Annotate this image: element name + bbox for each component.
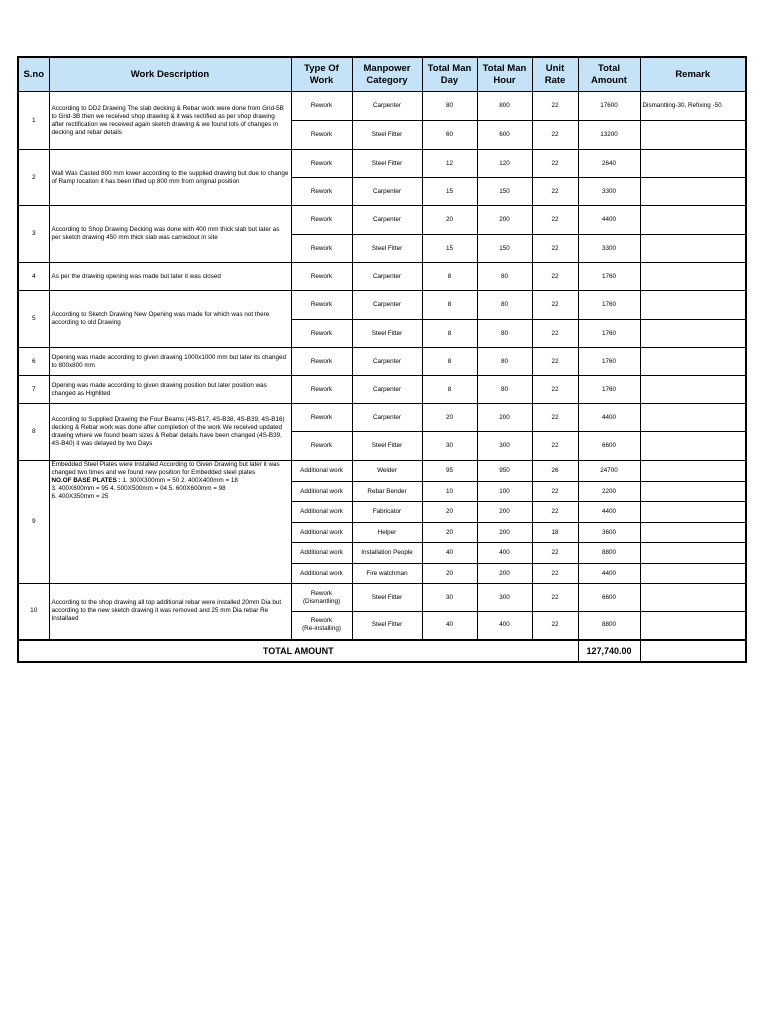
total-amount-cell: 8800	[578, 543, 640, 564]
total-man-hour-cell: 200	[477, 502, 532, 523]
serial-number-cell: 8	[18, 404, 49, 461]
manpower-category-cell: Carpenter	[352, 291, 422, 320]
manpower-category-cell: Carpenter	[352, 263, 422, 291]
serial-number-cell: 4	[18, 263, 49, 291]
serial-number-cell: 7	[18, 376, 49, 404]
manpower-category-cell: Carpenter	[352, 404, 422, 432]
manpower-category-cell: Fire watchman	[352, 564, 422, 584]
total-amount-cell: 4400	[578, 404, 640, 432]
header-manpower-category: Manpower Category	[352, 57, 422, 92]
type-of-work-cell: Rework	[291, 291, 352, 320]
serial-number-cell: 10	[18, 584, 49, 640]
manpower-category-cell: Fabricator	[352, 502, 422, 523]
type-of-work-cell: Rework	[291, 320, 352, 348]
type-of-work-cell: Additional work	[291, 461, 352, 482]
work-description-cell	[49, 461, 291, 584]
table-row	[18, 291, 746, 320]
total-man-day-cell: 20	[422, 564, 477, 584]
table-row	[18, 404, 746, 432]
total-amount-cell: 13200	[578, 121, 640, 150]
work-description-cell: According to Shop Drawing Decking was done with 400 mm thick slab but later as per sketch drawing 450 mm thick slab was carriedout in site	[49, 206, 291, 263]
work-description-cell: Wall Was Casted 800 mm lower according to the supplied drawing but due to change of Ramp location it has been lifted up 800 mm from original position	[49, 150, 291, 206]
total-man-hour-cell: 200	[477, 523, 532, 543]
unit-rate-cell: 22	[532, 348, 578, 376]
table-row	[18, 348, 746, 376]
total-man-hour-cell: 80	[477, 348, 532, 376]
total-amount-cell: 2640	[578, 150, 640, 178]
total-man-hour-cell: 200	[477, 404, 532, 432]
total-amount-cell: 8800	[578, 612, 640, 640]
type-of-work-cell: Rework	[291, 150, 352, 178]
unit-rate-cell: 22	[532, 376, 578, 404]
unit-rate-cell: 22	[532, 92, 578, 121]
type-of-work-cell: Rework (Dismantling)	[291, 584, 352, 612]
table-header	[18, 57, 746, 92]
type-of-work-cell: Rework	[291, 376, 352, 404]
total-man-hour-cell: 400	[477, 612, 532, 640]
manpower-category-cell: Steel Fitter	[352, 432, 422, 461]
unit-rate-cell: 22	[532, 543, 578, 564]
total-man-day-cell: 60	[422, 121, 477, 150]
work-description-cell: Opening was made according to given drawing 1000x1000 mm but later its changed to 800x800 mm	[49, 348, 291, 376]
total-amount-cell: 4400	[578, 206, 640, 235]
total-amount-cell: 6600	[578, 584, 640, 612]
remark-cell	[640, 584, 746, 612]
remark-cell: Dismantling-30, Refixing -50	[640, 92, 746, 121]
remark-cell	[640, 121, 746, 150]
total-man-day-cell: 20	[422, 404, 477, 432]
remark-cell	[640, 432, 746, 461]
base-plates-heading: NO.OF BASE PLATES :	[51, 477, 121, 484]
total-man-day-cell: 15	[422, 235, 477, 263]
total-man-day-cell: 8	[422, 263, 477, 291]
unit-rate-cell: 22	[532, 150, 578, 178]
manpower-category-cell: Steel Fitter	[352, 584, 422, 612]
manpower-category-cell: Steel Fitter	[352, 150, 422, 178]
remark-cell	[640, 523, 746, 543]
total-man-hour-cell: 300	[477, 432, 532, 461]
total-amount-cell: 2200	[578, 482, 640, 502]
type-of-work-cell: Additional work	[291, 564, 352, 584]
remark-cell	[640, 564, 746, 584]
total-amount-cell: 1760	[578, 348, 640, 376]
type-of-work-cell: Additional work	[291, 502, 352, 523]
remark-cell	[640, 543, 746, 564]
unit-rate-cell: 22	[532, 432, 578, 461]
total-man-hour-cell: 150	[477, 235, 532, 263]
type-of-work-cell: Additional work	[291, 543, 352, 564]
type-of-work-cell: Additional work	[291, 482, 352, 502]
remark-cell	[640, 320, 746, 348]
total-man-day-cell: 40	[422, 543, 477, 564]
total-man-hour-cell: 150	[477, 178, 532, 206]
total-man-day-cell: 95	[422, 461, 477, 482]
total-amount-cell: 1760	[578, 291, 640, 320]
total-man-hour-cell: 200	[477, 206, 532, 235]
remark-cell	[640, 376, 746, 404]
total-man-hour-cell: 800	[477, 92, 532, 121]
serial-number-cell: 6	[18, 348, 49, 376]
work-description-cell: Opening was made according to given drawing position but later position was changed as Highlited	[49, 376, 291, 404]
unit-rate-cell: 22	[532, 502, 578, 523]
serial-number-cell: 5	[18, 291, 49, 348]
total-man-day-cell: 30	[422, 432, 477, 461]
unit-rate-cell: 22	[532, 235, 578, 263]
unit-rate-cell: 22	[532, 178, 578, 206]
total-remark-cell	[640, 640, 746, 662]
total-amount-cell: 24700	[578, 461, 640, 482]
total-man-hour-cell: 80	[477, 376, 532, 404]
unit-rate-cell: 22	[532, 564, 578, 584]
header-work-description: Work Description	[49, 57, 291, 92]
unit-rate-cell: 22	[532, 612, 578, 640]
work-description-cell: According to DD2 Drawing The slab decking & Rebar work were done from Grid-5B to Grid-3B then we received shop drawing & it was rectified as per shop drawing after rectification we received again sketch drawing & we found lots of changes in decking and rebar details	[49, 92, 291, 150]
total-amount-cell: 1760	[578, 320, 640, 348]
table-row	[18, 461, 746, 482]
remark-cell	[640, 178, 746, 206]
manpower-category-cell: Carpenter	[352, 376, 422, 404]
manpower-category-cell: Steel Fitter	[352, 121, 422, 150]
unit-rate-cell: 26	[532, 461, 578, 482]
manpower-category-cell: Rebar Bender	[352, 482, 422, 502]
header-remark: Remark	[640, 57, 746, 92]
work-description-cell: According to Sketch Drawing New Opening was made for which was not there according to old Drawing	[49, 291, 291, 348]
work-description-text: Embedded Steel Plates were Installed According to Given Drawing but later it was changed two times and we found new position for Embedded steel plates	[51, 461, 280, 476]
type-of-work-cell: Rework	[291, 235, 352, 263]
manpower-category-cell: Steel Fitter	[352, 612, 422, 640]
serial-number-cell: 9	[18, 461, 49, 584]
total-amount-cell: 3300	[578, 235, 640, 263]
unit-rate-cell: 22	[532, 206, 578, 235]
total-man-day-cell: 8	[422, 291, 477, 320]
unit-rate-cell: 22	[532, 584, 578, 612]
type-of-work-cell: Rework	[291, 432, 352, 461]
table-body	[18, 92, 746, 640]
total-man-day-cell: 15	[422, 178, 477, 206]
manpower-category-cell: Installation People	[352, 543, 422, 564]
base-plates-list: 1. 300X300mm = 50 2. 400X400mm = 18 3. 400X600mm = 95 4. 500X500mm = 04 5. 600X600mm = 98 6. 400X350mm = 25	[51, 477, 238, 500]
work-description-cell: As per the drawing opening was made but later it was closed	[49, 263, 291, 291]
remark-cell	[640, 150, 746, 178]
unit-rate-cell: 22	[532, 482, 578, 502]
total-amount-cell: 1760	[578, 263, 640, 291]
total-man-day-cell: 20	[422, 502, 477, 523]
type-of-work-cell: Rework	[291, 404, 352, 432]
header-total-man-hour: Total Man Hour	[477, 57, 532, 92]
unit-rate-cell: 22	[532, 291, 578, 320]
type-of-work-cell: Rework	[291, 92, 352, 121]
manpower-category-cell: Helper	[352, 523, 422, 543]
total-man-hour-cell: 600	[477, 121, 532, 150]
total-man-hour-cell: 200	[477, 564, 532, 584]
total-amount-value: 127,740.00	[578, 640, 640, 662]
total-man-day-cell: 80	[422, 92, 477, 121]
total-amount-cell: 4400	[578, 502, 640, 523]
remark-cell	[640, 291, 746, 320]
total-man-hour-cell: 120	[477, 150, 532, 178]
type-of-work-cell: Rework	[291, 206, 352, 235]
header-total-man-day: Total Man Day	[422, 57, 477, 92]
manpower-category-cell: Carpenter	[352, 206, 422, 235]
type-of-work-cell: Rework	[291, 348, 352, 376]
table-row	[18, 150, 746, 178]
total-man-day-cell: 30	[422, 584, 477, 612]
unit-rate-cell: 22	[532, 121, 578, 150]
table-row	[18, 584, 746, 612]
total-amount-cell: 1760	[578, 376, 640, 404]
rework-cost-table	[17, 56, 747, 663]
header-sno: S.no	[18, 57, 49, 92]
remark-cell	[640, 263, 746, 291]
remark-cell	[640, 612, 746, 640]
total-man-day-cell: 20	[422, 206, 477, 235]
unit-rate-cell: 22	[532, 404, 578, 432]
manpower-category-cell: Carpenter	[352, 348, 422, 376]
type-of-work-cell: Additional work	[291, 523, 352, 543]
serial-number-cell: 1	[18, 92, 49, 150]
total-amount-label: TOTAL AMOUNT	[18, 640, 578, 662]
total-man-day-cell: 8	[422, 376, 477, 404]
remark-cell	[640, 235, 746, 263]
remark-cell	[640, 502, 746, 523]
manpower-category-cell: Steel Fitter	[352, 320, 422, 348]
total-man-day-cell: 8	[422, 348, 477, 376]
total-man-hour-cell: 80	[477, 320, 532, 348]
work-description-cell: According to Supplied Drawing the Four Beams (4S-B17, 4S-B38, 4S-B39, 4S-B16) decking & Rebar work was done after completion of the work We received updated drawing where we found beam sizes & Rebar details have been changed (4S-B39, 4S-B40) it was delayed by two Days	[49, 404, 291, 461]
manpower-category-cell: Carpenter	[352, 178, 422, 206]
manpower-category-cell: Carpenter	[352, 92, 422, 121]
manpower-category-cell: Steel Fitter	[352, 235, 422, 263]
total-man-hour-cell: 400	[477, 543, 532, 564]
total-man-day-cell: 20	[422, 523, 477, 543]
table-row	[18, 263, 746, 291]
total-amount-cell: 3600	[578, 523, 640, 543]
total-man-day-cell: 10	[422, 482, 477, 502]
total-man-hour-cell: 80	[477, 263, 532, 291]
header-total-amount: Total Amount	[578, 57, 640, 92]
header-type-of-work: Type Of Work	[291, 57, 352, 92]
table-row	[18, 376, 746, 404]
manpower-category-cell: Welder	[352, 461, 422, 482]
remark-cell	[640, 461, 746, 482]
total-amount-cell: 4400	[578, 564, 640, 584]
total-man-day-cell: 40	[422, 612, 477, 640]
total-man-hour-cell: 100	[477, 482, 532, 502]
total-man-hour-cell: 300	[477, 584, 532, 612]
type-of-work-cell: Rework (Re-installing)	[291, 612, 352, 640]
unit-rate-cell: 22	[532, 263, 578, 291]
total-amount-cell: 3300	[578, 178, 640, 206]
type-of-work-cell: Rework	[291, 178, 352, 206]
header-row	[18, 57, 746, 92]
type-of-work-cell: Rework	[291, 263, 352, 291]
total-man-hour-cell: 80	[477, 291, 532, 320]
remark-cell	[640, 482, 746, 502]
total-man-day-cell: 8	[422, 320, 477, 348]
total-man-hour-cell: 950	[477, 461, 532, 482]
remark-cell	[640, 206, 746, 235]
serial-number-cell: 2	[18, 150, 49, 206]
table-row	[18, 92, 746, 121]
total-amount-cell: 17600	[578, 92, 640, 121]
header-unit-rate: Unit Rate	[532, 57, 578, 92]
total-amount-cell: 6600	[578, 432, 640, 461]
total-row	[18, 640, 746, 662]
unit-rate-cell: 18	[532, 523, 578, 543]
work-description-cell: According to the shop drawing all top additional rebar were installed 20mm Dia but according to the new sketch drawing it was removed and 25 mm Dia rebar Re Installaed	[49, 584, 291, 640]
unit-rate-cell: 22	[532, 320, 578, 348]
type-of-work-cell: Rework	[291, 121, 352, 150]
total-man-day-cell: 12	[422, 150, 477, 178]
serial-number-cell: 3	[18, 206, 49, 263]
table-row	[18, 206, 746, 235]
remark-cell	[640, 348, 746, 376]
remark-cell	[640, 404, 746, 432]
